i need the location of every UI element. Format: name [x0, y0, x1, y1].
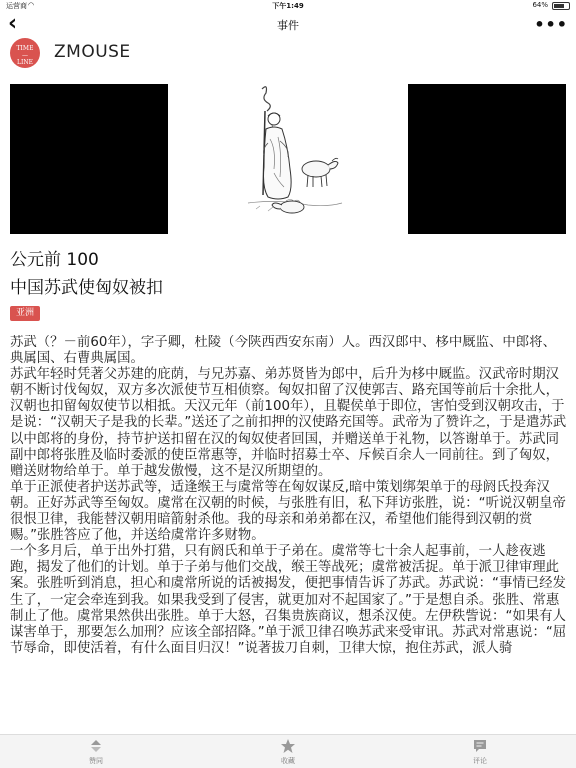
article-paragraph: 苏武（？－前60年），字子卿，杜陵（今陕西西安东南）人。西汉郎中、栘中厩监、中郎将、典属国、右曹典属国。 — [10, 335, 556, 367]
article-paragraph: 单于正派使者护送苏武等，适逢缑王与虞常等在匈奴谋反,暗中策划绑架单于的母阏氏投奔汉朝。正好苏武等至匈奴。虞常在汉朝的时候，与张胜有旧，私下拜访张胜，说：“听说汉朝皇帝很恨卫律，我能替汉朝用暗箭射杀他。我的母亲和弟弟都在汉，希望他们能得到汉朝的赏赐。”张胜答应了他，并送给虞常许多财物。 — [10, 479, 566, 544]
wifi-icon: ◠ — [28, 1, 35, 9]
navigation-bar — [0, 12, 576, 36]
article-paragraph: 苏武年轻时凭著父苏建的庇荫，与兄苏嘉、弟苏贤皆为郎中，后升为栘中厩监。汉武帝时期汉朝不断讨伐匈奴，双方多次派使节互相侦察。匈奴扣留了汉使郭吉、路充国等前后十余批人，汉朝也扣留匈奴使节以相抵。天汉元年（前100年），且鞮侯单于即位，害怕受到汉朝攻击，于是说：“汉朝天子是我的长辈。”送还了之前扣押的汉使路充国等。武帝为了赞许之，于是遣苏武以中郎将的身份，持节护送扣留在汉的匈奴使者回国，并赠送单于礼物，以答谢单于。苏武同副中郎将张胜及临时委派的使臣常惠等，并临时招募士卒、斥候百余人一同前往。到了匈奴，赠送财物给单于。单于越发傲慢，这不是汉所期望的。 — [10, 367, 567, 479]
favorite-button[interactable] — [258, 738, 318, 766]
event-headline: 中国苏武使匈奴被扣 — [10, 278, 163, 298]
upvote-arrows-icon — [88, 738, 104, 754]
status-bar — [0, 0, 576, 12]
bottom-toolbar — [0, 734, 576, 768]
status-time: 下午1:49 — [272, 2, 304, 10]
article-paragraph: 一个多月后，单于出外打猎，只有阏氏和单于子弟在。虞常等七十余人起事前，一人趁夜逃跑，揭发了他们的计划。单于子弟与他们交战，缑王等战死；虞常被活捉。单于派卫律审理此案。张胜听到消息，担心和虞常所说的话被揭发，便把事情告诉了苏武。苏武说：“事情已经发生了，一定会牵连到我。如果我受到了侵害，就更加对不起国家了。”于是想自杀。张胜、常惠制止了他。虞常果然供出张胜。单于大怒，召集贵族商议，想杀汉使。左伊秩訾说：“如果有人谋害单于，那要怎么加刑？应该全部招降。”单于派卫律召唤苏武来受审讯。苏武对常惠说：“屈节辱命，即使活着，有什么面目归汉！”说著拔刀自刺，卫律大惊，抱住苏武，派人骑 — [10, 544, 567, 656]
battery-icon — [552, 2, 570, 10]
favorite-label: 收藏 — [281, 757, 295, 765]
page-title: 事件 — [277, 19, 299, 32]
battery-percent: 64% — [532, 1, 548, 9]
su-wu-shepherd-illustration[interactable] — [228, 83, 346, 236]
article-body — [10, 335, 568, 735]
media-placeholder-left[interactable] — [10, 84, 168, 234]
comment-button[interactable] — [450, 738, 510, 766]
event-year: 公元前 100 — [10, 250, 99, 270]
star-icon — [280, 738, 296, 754]
more-options-icon[interactable]: ••• — [534, 15, 568, 34]
comment-label: 评论 — [473, 757, 487, 765]
media-placeholder-right[interactable] — [408, 84, 566, 234]
timeline-logo-icon: TIME — LINE — [10, 38, 40, 68]
carrier-label: 运营商 — [6, 2, 27, 10]
source-name: ZMOUSE — [54, 42, 131, 62]
media-gallery — [0, 83, 576, 236]
like-label: 赞同 — [89, 757, 103, 765]
back-chevron-icon[interactable]: ‹ — [8, 11, 18, 36]
region-tag[interactable]: 亚洲 — [10, 306, 40, 321]
source-header[interactable] — [10, 38, 410, 68]
like-button[interactable] — [66, 738, 126, 766]
comment-bubble-icon — [472, 738, 488, 754]
